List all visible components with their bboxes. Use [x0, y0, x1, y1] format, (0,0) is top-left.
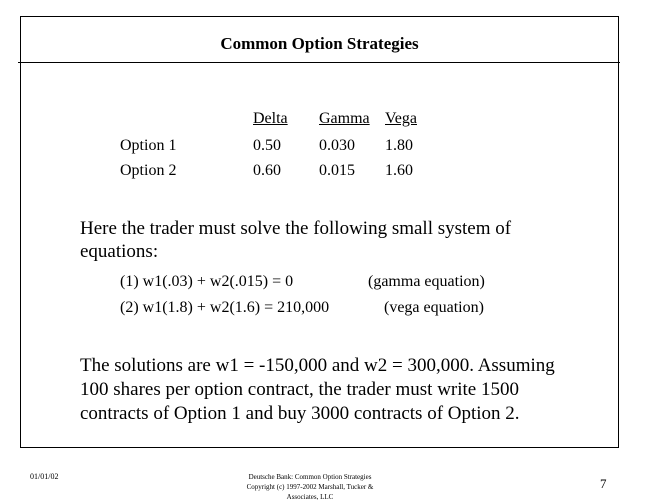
- intro-line-1: Here the trader must solve the following small system of: [80, 218, 512, 239]
- header-vega: Vega: [385, 110, 417, 127]
- header-delta: Delta: [253, 110, 288, 127]
- footer-line-1: Deutsche Bank: Common Option Strategies: [248, 473, 372, 481]
- row-label-option-2: Option 2: [120, 162, 177, 179]
- header-gamma: Gamma: [319, 110, 370, 127]
- equation-2: (2) w1(1.8) + w2(1.6) = 210,000: [120, 299, 330, 316]
- option-1-gamma: 0.030: [319, 137, 355, 154]
- footer-line-2: Copyright (c) 1997-2002 Marshall, Tucker &: [246, 483, 374, 491]
- option-2-delta: 0.60: [253, 162, 281, 179]
- slide-title: Common Option Strategies: [220, 34, 419, 53]
- equation-1: (1) w1(.03) + w2(.015) = 0: [120, 273, 294, 290]
- option-2-gamma: 0.015: [319, 162, 355, 179]
- footer-line-3: Associates, LLC: [286, 493, 334, 501]
- title-divider: [18, 62, 620, 63]
- option-2-vega: 1.60: [385, 162, 413, 179]
- solution-line-2: 100 shares per option contract, the trader must write 1500: [80, 379, 519, 400]
- equation-1-note: (gamma equation): [368, 273, 485, 290]
- intro-line-2: equations:: [80, 241, 159, 262]
- solution-line-1: The solutions are w1 = -150,000 and w2 = 300,000. Assuming: [80, 355, 555, 376]
- solution-line-3: contracts of Option 1 and buy 3000 contracts of Option 2.: [80, 403, 520, 424]
- equation-2-note: (vega equation): [384, 299, 484, 316]
- footer-date: 01/01/02: [30, 472, 59, 481]
- option-1-vega: 1.80: [385, 137, 413, 154]
- option-1-delta: 0.50: [253, 137, 281, 154]
- row-label-option-1: Option 1: [120, 137, 177, 154]
- footer-copyright: [220, 472, 400, 502]
- page-number: 7: [600, 476, 607, 491]
